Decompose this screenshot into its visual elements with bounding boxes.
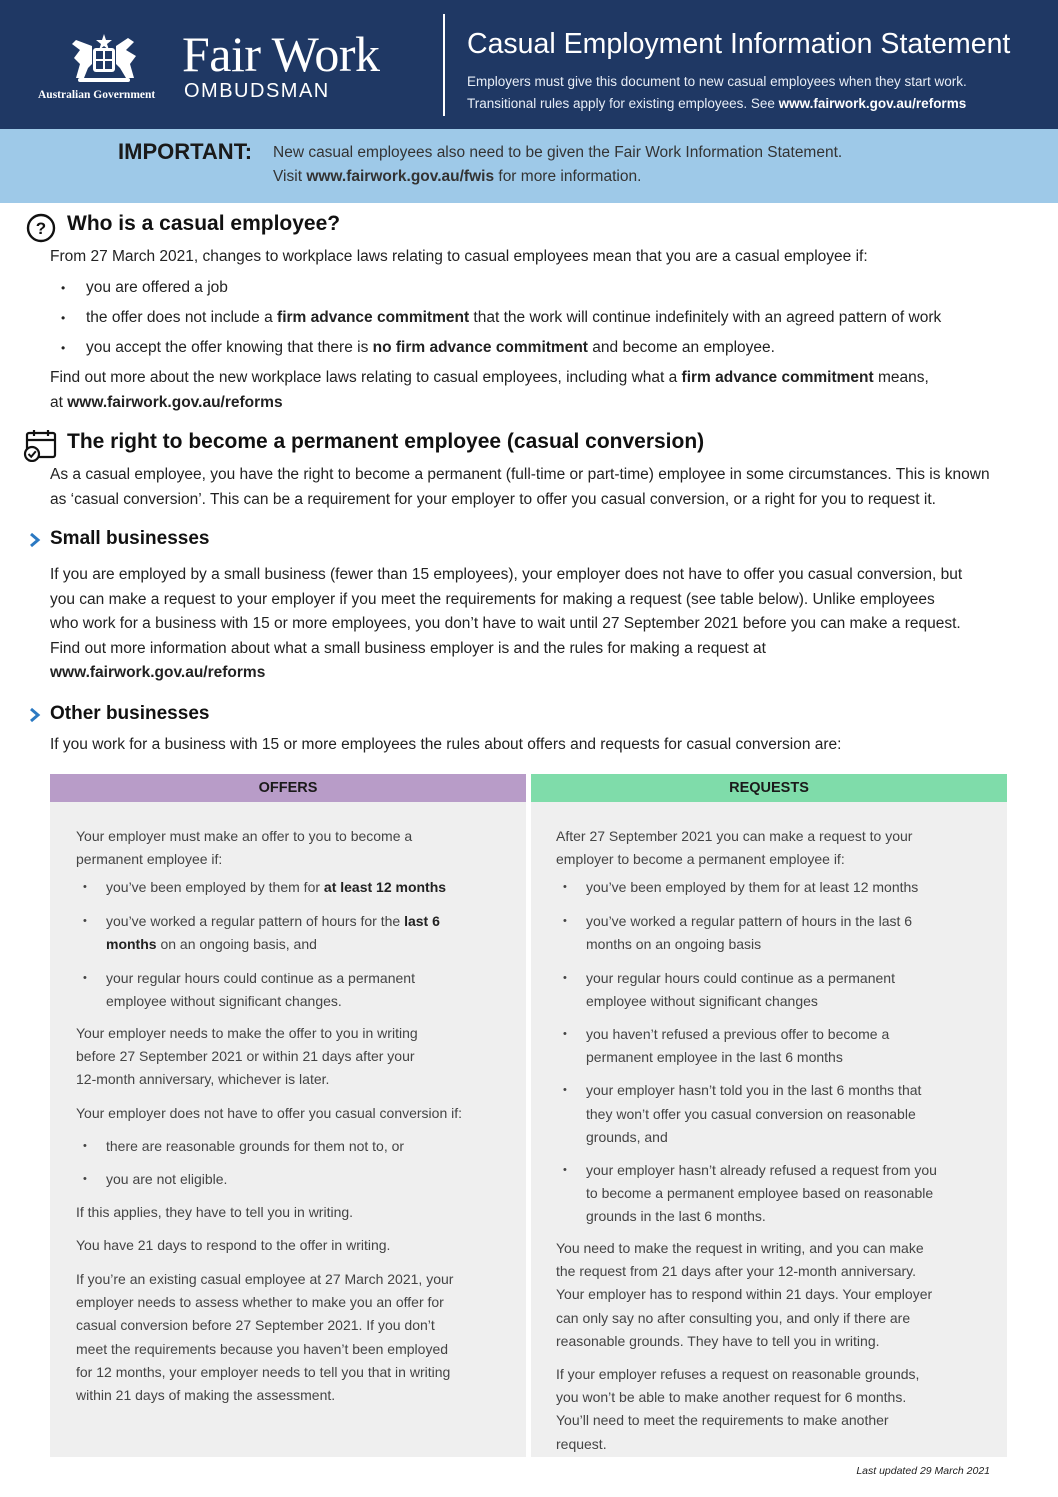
- offers-tell-in-writing: If this applies, they have to tell you in writing.: [76, 1204, 354, 1220]
- list-item-text: you accept the offer knowing that there is: [86, 339, 373, 356]
- text-line: Your employer has to respond within 21 days. Your employer: [556, 1286, 933, 1303]
- text-line: meet the requirements because you haven’t been employed: [76, 1340, 449, 1357]
- paragraph-line: as ‘casual conversion’. This can be a requirement for your employer to offer you casual conversion, or a right for you to request it.: [50, 490, 936, 508]
- text-line: within 21 days of making the assessment.: [76, 1387, 336, 1404]
- text-line: You’ll need to meet the requirements to make another: [556, 1412, 889, 1429]
- list-item: [76, 967, 446, 1013]
- offers-writing-requirement: [76, 1022, 418, 1092]
- reforms-link[interactable]: www.fairwork.gov.au/reforms: [67, 393, 283, 411]
- banner-line-1: New casual employees also need to be given the Fair Work Information Statement.: [273, 144, 843, 161]
- last-updated: Last updated 29 March 2021: [856, 1465, 990, 1477]
- text: months on an ongoing basis: [586, 936, 762, 953]
- casual-criteria-list: [50, 276, 941, 366]
- brand-subtitle: OMBUDSMAN: [184, 80, 330, 102]
- government-label: Australian Government: [38, 89, 156, 101]
- requests-refusal: [556, 1363, 919, 1456]
- text-line: reasonable grounds. They have to tell you in writing.: [556, 1332, 880, 1349]
- important-label: IMPORTANT:: [118, 139, 253, 164]
- list-item-text: the offer does not include a: [86, 309, 278, 326]
- requests-criteria-list: [556, 876, 937, 1229]
- text: there are reasonable grounds for them not to, or: [106, 1138, 405, 1154]
- text: employee without significant changes.: [106, 992, 342, 1009]
- brand-title: Fair Work: [182, 26, 380, 82]
- list-item: [556, 967, 937, 1013]
- more-info-line-1: [50, 366, 929, 391]
- small-business-text: [50, 563, 962, 686]
- requests-intro: [556, 825, 912, 871]
- text: on an ongoing basis, and: [156, 936, 317, 953]
- text-line: If you’re an existing casual employee at 27 March 2021, your: [76, 1271, 454, 1287]
- reforms-link[interactable]: www.fairwork.gov.au/reforms: [778, 96, 967, 111]
- text: you haven’t refused a previous offer to become a: [586, 1026, 890, 1043]
- section2-intro: [50, 463, 990, 512]
- list-item: [76, 1135, 404, 1158]
- list-item: [556, 876, 937, 899]
- section-heading-conversion: The right to become a permanent employee (casual conversion): [67, 430, 705, 453]
- chevron-right-icon: [28, 707, 42, 723]
- banner-text: Visit: [273, 168, 307, 185]
- text-line: If your employer refuses a request on reasonable grounds,: [556, 1366, 920, 1382]
- paragraph-line: who work for a business with 15 or more employees, you don’t have to wait until 27 September 2021 before you can make a request.: [50, 615, 961, 632]
- list-item: [76, 910, 446, 956]
- list-item: [556, 1159, 937, 1229]
- list-item-text: and become an employee.: [587, 339, 775, 356]
- bold-term: last 6: [404, 913, 440, 930]
- text: means,: [873, 369, 929, 386]
- text: at: [50, 393, 68, 411]
- text: your employer hasn’t told you in the last 6 months that: [586, 1082, 922, 1099]
- list-item: [556, 1023, 937, 1069]
- more-info-line-2: [50, 391, 929, 416]
- section1-more-info: [50, 366, 929, 415]
- text-line: casual conversion before 27 September 2021. If you don’t: [76, 1317, 435, 1334]
- subtitle-line-1: Employers must give this document to new casual employees when they start work.: [467, 74, 967, 89]
- list-item: [76, 1168, 404, 1191]
- text-line: After 27 September 2021 you can make a request to your: [556, 828, 913, 844]
- bold-term: months: [106, 936, 157, 953]
- offers-exemption-intro: Your employer does not have to offer you casual conversion if:: [76, 1105, 463, 1121]
- other-business-intro: If you work for a business with 15 or more employees the rules about offers and requests for casual conversion are:: [50, 736, 842, 753]
- text: you’ve worked a regular pattern of hours in the last 6: [586, 913, 913, 930]
- list-item-text: you are offered a job: [86, 279, 228, 296]
- reforms-link[interactable]: www.fairwork.gov.au/reforms: [50, 664, 266, 681]
- paragraph-line: If you are employed by a small business (fewer than 15 employees), your employer does not have to offer you casual conversion, but: [50, 566, 963, 583]
- text-line: You need to make the request in writing, and you can make: [556, 1240, 924, 1256]
- text-line: Your employer needs to make the offer to you in writing: [76, 1025, 418, 1041]
- paragraph-line: As a casual employee, you have the right to become a permanent (full-time or part-time) employee in some circumstances. This is known: [50, 466, 990, 483]
- bold-term: firm advance commitment: [277, 309, 470, 326]
- text-line: before 27 September 2021 or within 21 days after your: [76, 1048, 415, 1065]
- text: you are not eligible.: [106, 1171, 228, 1188]
- text: your regular hours could continue as a permanent: [586, 969, 895, 986]
- text: grounds in the last 6 months.: [586, 1208, 766, 1225]
- text: your regular hours could continue as a permanent: [106, 969, 415, 986]
- banner-line-2: [273, 165, 842, 189]
- text: you’ve been employed by them for: [106, 879, 324, 895]
- paragraph-line: Find out more information about what a small business employer is and the rules for making a request at: [50, 639, 766, 657]
- list-item: [556, 1079, 937, 1149]
- requests-writing-requirement: [556, 1237, 932, 1353]
- important-text: [273, 141, 842, 189]
- text: they won’t offer you casual conversion on reasonable: [586, 1105, 916, 1122]
- subtitle-line-2: [467, 93, 967, 115]
- text-line: for 12 months, your employer needs to tell you that in writing: [76, 1363, 451, 1380]
- calendar-check-icon: [23, 428, 59, 462]
- list-item: [50, 276, 941, 306]
- small-business-heading: Small businesses: [50, 528, 210, 549]
- text: Find out more about the new workplace laws relating to casual employees, including what a: [50, 369, 682, 386]
- requests-column-header: REQUESTS: [531, 774, 1007, 802]
- section1-intro: From 27 March 2021, changes to workplace laws relating to casual employees mean that you are a casual employee if:: [50, 248, 868, 265]
- offers-intro: [76, 825, 412, 871]
- offers-respond-days: You have 21 days to respond to the offer in writing.: [76, 1237, 391, 1253]
- text: you’ve worked a regular pattern of hours for the: [106, 913, 405, 930]
- fwis-link[interactable]: www.fairwork.gov.au/fwis: [306, 168, 495, 185]
- paragraph-line: [50, 661, 962, 686]
- text-line: can only say no after consulting you, and only if there are: [556, 1309, 911, 1326]
- text-line: employer to become a permanent employee if:: [556, 851, 845, 868]
- question-circle-icon: [26, 213, 56, 243]
- text: you’ve been employed by them for at least 12 months: [586, 879, 919, 895]
- important-banner: [0, 129, 1058, 203]
- text: grounds, and: [586, 1128, 668, 1145]
- document-title: Casual Employment Information Statement: [467, 28, 1011, 60]
- text: employee without significant changes: [586, 992, 818, 1009]
- section-heading-casual: Who is a casual employee?: [67, 212, 341, 235]
- offers-criteria-list: [76, 876, 446, 1013]
- banner-text: for more information.: [494, 168, 642, 185]
- text: permanent employee in the last 6 months: [586, 1049, 843, 1066]
- offers-column-header: OFFERS: [50, 774, 526, 802]
- offers-existing-casual: [76, 1268, 453, 1407]
- text-line: the request from 21 days after your 12-month anniversary.: [556, 1263, 917, 1280]
- other-business-heading: Other businesses: [50, 703, 210, 724]
- text: to become a permanent employee based on reasonable: [586, 1185, 934, 1202]
- header-divider: [443, 14, 445, 116]
- text: your employer hasn’t already refused a request from you: [586, 1162, 937, 1179]
- list-item: [76, 876, 446, 899]
- bold-term: no firm advance commitment: [372, 339, 588, 356]
- svg-text:?: ?: [35, 219, 47, 238]
- page-header: [0, 0, 1058, 129]
- document-subtitle: [467, 71, 967, 115]
- paragraph-line: you can make a request to your employer if you meet the requirements for making a request (see table below). Unlike employees: [50, 590, 935, 608]
- text-line: Your employer must make an offer to you to become a: [76, 828, 413, 844]
- text-line: 12-month anniversary, whichever is later.: [76, 1071, 330, 1088]
- list-item-text: that the work will continue indefinitely with an agreed pattern of work: [469, 309, 942, 326]
- text-line: request.: [556, 1435, 607, 1452]
- chevron-right-icon: [28, 532, 42, 548]
- text-line: permanent employee if:: [76, 851, 223, 868]
- subtitle-text: Transitional rules apply for existing employees. See: [467, 96, 779, 111]
- list-item: [556, 910, 937, 956]
- bold-term: at least 12 months: [323, 879, 447, 895]
- list-item: [50, 306, 941, 336]
- bold-term: firm advance commitment: [681, 369, 874, 386]
- text-line: you won’t be able to make another request for 6 months.: [556, 1389, 907, 1406]
- offers-exemption-list: [76, 1135, 404, 1191]
- list-item: [50, 336, 941, 366]
- text-line: employer needs to assess whether to make you an offer for: [76, 1294, 444, 1311]
- australian-crest-icon: [66, 34, 142, 84]
